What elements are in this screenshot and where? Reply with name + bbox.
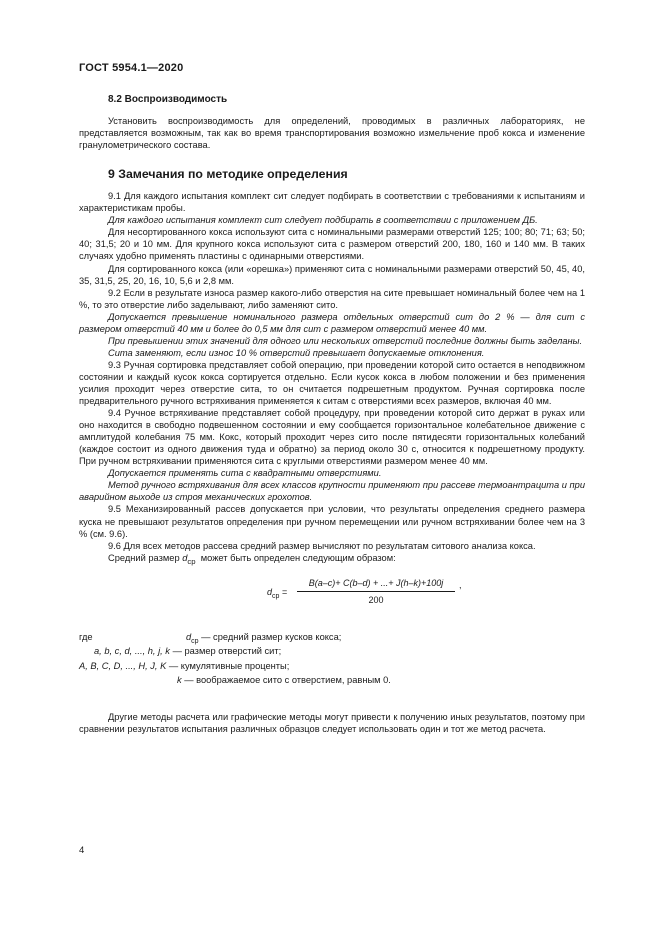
section-title-9: 9 Замечания по методике определения bbox=[108, 167, 348, 182]
formula-lhs bbox=[267, 586, 287, 603]
legend-vars-lower: a, b, c, d, ..., h, j, k bbox=[94, 645, 170, 656]
formula-lhs-sub: ср bbox=[272, 592, 280, 600]
legend-where-label: где bbox=[79, 631, 93, 642]
formula-comma: , bbox=[459, 579, 462, 590]
formula-legend bbox=[79, 631, 585, 691]
legend-text-d: — средний размер кусков кокса; bbox=[201, 631, 342, 642]
paragraph-9-3: 9.3 Ручная сортировка представляет собой операцию, при проведении которой сито остается в неподвижном состоянии и каждый кусок кокса сортируется отдельно. Если кусок кокса в любом положении и без применения усилия проходит через отверстие сита, то он считается подрешетным продуктом. Ручная сортировка после предварительного ручного встряхивания применяется к ситам с отверстиями всех размеров, включая 40 мм. bbox=[79, 359, 585, 407]
legend-var-k: k bbox=[177, 674, 182, 685]
mean-size-formula bbox=[79, 575, 585, 615]
subsection-title-8-2: 8.2 Воспроизводимость bbox=[108, 94, 228, 105]
sub-sr: ср bbox=[187, 556, 196, 566]
paragraph-9-2-italic-3: Сита заменяют, если износ 10 % отверстий превышает допускаемые отклонения. bbox=[108, 347, 485, 358]
legend-text-cumulative: — кумулятивные проценты; bbox=[168, 660, 290, 671]
closing-paragraph: Другие методы расчета или графические методы могут привести к получению иных результатов, поэтому при сравнении результатов испытания различных образцов следует использовать один и тот же метод расчета. bbox=[79, 711, 585, 734]
text-post: может быть определен следующим образом: bbox=[200, 552, 396, 563]
formula-numerator: B(a–c)+ C(b–d) + ...+ J(h–k)+100j bbox=[297, 577, 455, 592]
page-content bbox=[79, 91, 585, 735]
legend-sub-sr: ср bbox=[191, 637, 199, 645]
text-pre: Средний размер bbox=[108, 552, 180, 563]
legend-row-sieve-sizes bbox=[94, 645, 281, 657]
paragraph-9-4-italic-1: Допускается применять сита с квадратными отверстиями. bbox=[108, 468, 382, 479]
formula-equals: = bbox=[281, 586, 288, 597]
paragraph-9-1-italic: Для каждого испытания комплект сит следует подбирать в соответствии с приложением ДБ. bbox=[108, 215, 538, 226]
paragraph-9-2-italic-1: Допускается превышение номинального размера отдельных отверстий сит до 2 % — для сит с размером отверстий 40 мм и более до 0,5 мм для сит с размером отверстий менее 40 мм. bbox=[79, 311, 585, 334]
page-number: 4 bbox=[79, 845, 85, 856]
formula-lhs-var: d bbox=[267, 586, 273, 597]
paragraph-9-6-mean-size bbox=[79, 552, 585, 568]
legend-text-sizes: — размер отверстий сит; bbox=[172, 645, 282, 656]
paragraph-9-5: 9.5 Механизированный рассев допускается при условии, что результаты определения среднего размера куска не превышают результатов определения при ручном перемещении или ручном встряхивании более чем на 3 % (см. 9.6). bbox=[79, 504, 585, 539]
paragraph-9-6: 9.6 Для всех методов рассева средний размер вычисляют по результатам ситового анализа кокса. bbox=[108, 540, 536, 551]
legend-text-k: — воображаемое сито с отверстием, равным 0. bbox=[184, 674, 391, 685]
document-code: ГОСТ 5954.1—2020 bbox=[79, 62, 184, 74]
paragraph-9-2-italic-2: При превышении этих значений для одного или нескольких отверстий последние должны быть заделаны. bbox=[108, 335, 583, 346]
var-d: d bbox=[182, 552, 188, 563]
legend-vars-upper: A, B, C, D, ..., H, J, K bbox=[79, 660, 167, 671]
paragraph-9-4: 9.4 Ручное встряхивание представляет собой процедуру, при проведении которой сито держат в руках или оно находится в свободно подвешенном состоянии и ему сообщается горизонтальное колебательное движение с амплитудой колебания 75 мм. Кокс, который проходит через сито после пятидесяти горизонтальных колебаний (каждое состоит из одного движения туда и обратно) за период около 30 с, относится к подрешетному продукту. При ручном встряхивании применяются сита с круглыми отверстиями размером менее 40 мм. bbox=[79, 408, 585, 467]
paragraph-9-2: 9.2 Если в результате износа размер какого-либо отверстия на сите превышает номинальный более чем на 1 %, то это отверстие либо заделывают, либо заменяют сито. bbox=[79, 287, 585, 310]
legend-var-d: d bbox=[186, 631, 192, 642]
paragraph-9-1-sieves: Для несортированного кокса используют сита с номинальными размерами отверстий 125; 100; 80; 71; 63; 50; 40; 31,5; 20 и 10 мм. Для крупного кокса используют сита с размером отверстий 200, 180, 160 и 140 мм. В таких случаях удобно применять пластины с одинарными отверстиями. bbox=[79, 227, 585, 262]
formula-fraction bbox=[297, 577, 455, 606]
legend-row-cumulative bbox=[79, 660, 289, 672]
formula-denominator: 200 bbox=[368, 594, 384, 605]
paragraph-9-4-italic-2: Метод ручного встряхивания для всех классов крупности применяют при рассеве термоантрацита и при аварийном выходе из строя механических грохотов. bbox=[79, 480, 585, 503]
paragraph-9-1-sorted: Для сортированного кокса (или «орешка») применяют сита с номинальными размерами отверстий 50, 45, 40, 35, 31,5, 25, 20, 16, 10, 5,6 и 2,8 мм. bbox=[79, 263, 585, 286]
legend-row-k bbox=[177, 674, 391, 686]
paragraph-8-2: Установить воспроизводимость для определений, проводимых в различных лабораториях, не представляется возможным, так как во время транспортирования возможно измельчение проб кокса и изменение гранулометрического состава. bbox=[79, 116, 585, 151]
paragraph-9-1: 9.1 Для каждого испытания комплект сит следует подбирать в соответствии с требованиями к испытаниям и характеристикам пробы. bbox=[79, 191, 585, 214]
